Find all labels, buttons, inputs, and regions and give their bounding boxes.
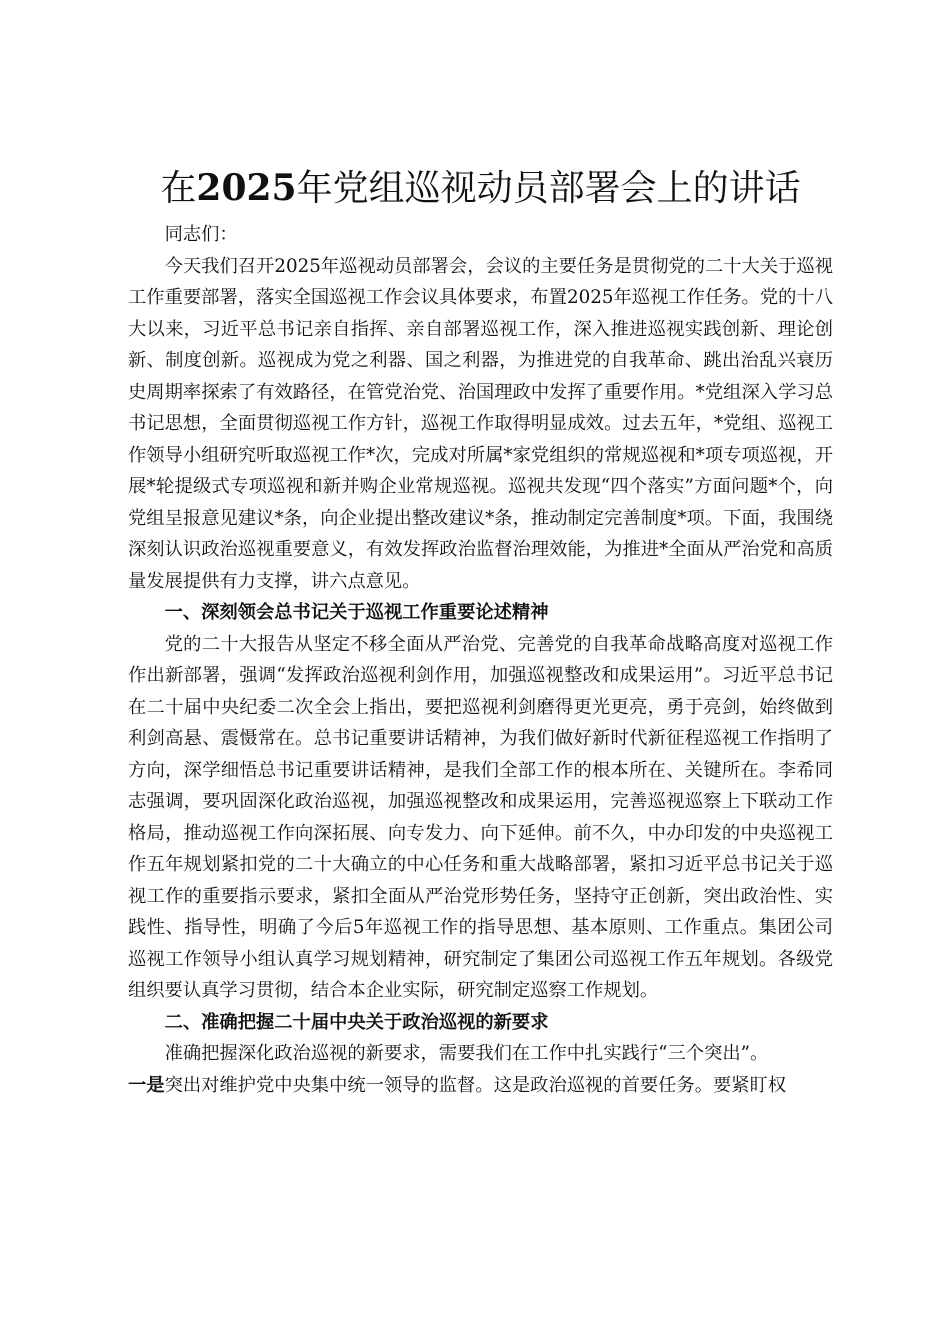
title-suffix: 年党组巡视动员部署会上的讲话 bbox=[296, 168, 801, 209]
salutation: 同志们： bbox=[164, 224, 238, 245]
section-1-heading: 一、深刻领会总书记关于巡视工作重要论述精神 bbox=[164, 602, 549, 623]
intro-paragraph: 今天我们召开2025年巡视动员部署会，会议的主要任务是贯彻党的二十大关于巡视工作重要部署，落实全国巡视工作会议具体要求，布置2025年巡视工作任务。党的十八大以来，习近平总书记亲自指挥、亲自部署巡视工作，深入推进巡视实践创新、理论创新、制度创新。巡视成为党之利器、国之利器，为推进党的自我革命、跳出治乱兴衰历史周期率探索了有效路径，在管党治党、治国理政中发挥了重要作用。*党组深入学习总书记思想，全面贯彻巡视工作方针，巡视工作取得明显成效。过去五年，*党组、巡视工作领导小组研究听取巡视工作*次，完成对所属*家党组织的常规巡视和*项专项巡视，开展*轮提级式专项巡视和新并购企业常规巡视。巡视共发现“四个落实”方面问题*个，向党组呈报意见建议*条，向企业提出整改建议*条，推动制定完善制度*项。下面，我围绕深刻认识政治巡视重要意义，有效发挥政治监督治理效能，为推进*全面从严治党和高质量发展提供有力支撑，讲六点意见。 bbox=[128, 255, 833, 592]
title-prefix: 在 bbox=[160, 168, 197, 209]
title-year: 2025 bbox=[196, 167, 297, 209]
point-1-lead: 一是 bbox=[128, 1074, 165, 1096]
document-page bbox=[128, 162, 833, 1101]
section-2-heading: 二、准确把握二十届中央关于政治巡视的新要求 bbox=[164, 1011, 549, 1033]
section-2-paragraph: 准确把握深化政治巡视的新要求，需要我们在工作中扎实践行“三个突出”。 bbox=[164, 1043, 769, 1064]
point-1-text: 突出对维护党中央集中统一领导的监督。这是政治巡视的首要任务。要紧盯权 bbox=[164, 1074, 787, 1096]
section-1-paragraph: 党的二十大报告从坚定不移全面从严治党、完善党的自我革命战略高度对巡视工作作出新部署，强调“发挥政治巡视利剑作用，加强巡视整改和成果运用”。习近平总书记在二十届中央纪委二次全会上指出，要把巡视利剑磨得更光更亮，勇于亮剑，始终做到利剑高悬、震慑常在。总书记重要讲话精神，为我们做好新时代新征程巡视工作指明了方向，深学细悟总书记重要讲话精神，是我们全部工作的根本所在、关键所在。李希同志强调，要巩固深化政治巡视，加强巡视整改和成果运用，完善巡视巡察上下联动工作格局，推动巡视工作向深拓展、向专发力、向下延伸。前不久，中办印发的中央巡视工作五年规划紧扣党的二十大确立的中心任务和重大战略部署，紧扣习近平总书记关于巡视工作的重要指示要求，紧扣全面从严治党形势任务，坚持守正创新，突出政治性、实践性、指导性，明确了今后5年巡视工作的指导思想、基本原则、工作重点。集团公司巡视工作领导小组认真学习规划精神，研究制定了集团公司巡视工作五年规划。各级党组织要认真学习贯彻，结合本企业实际，研究制定巡察工作规划。 bbox=[128, 633, 833, 1001]
section-2-point-1 bbox=[128, 1070, 833, 1102]
document-title bbox=[128, 162, 833, 215]
